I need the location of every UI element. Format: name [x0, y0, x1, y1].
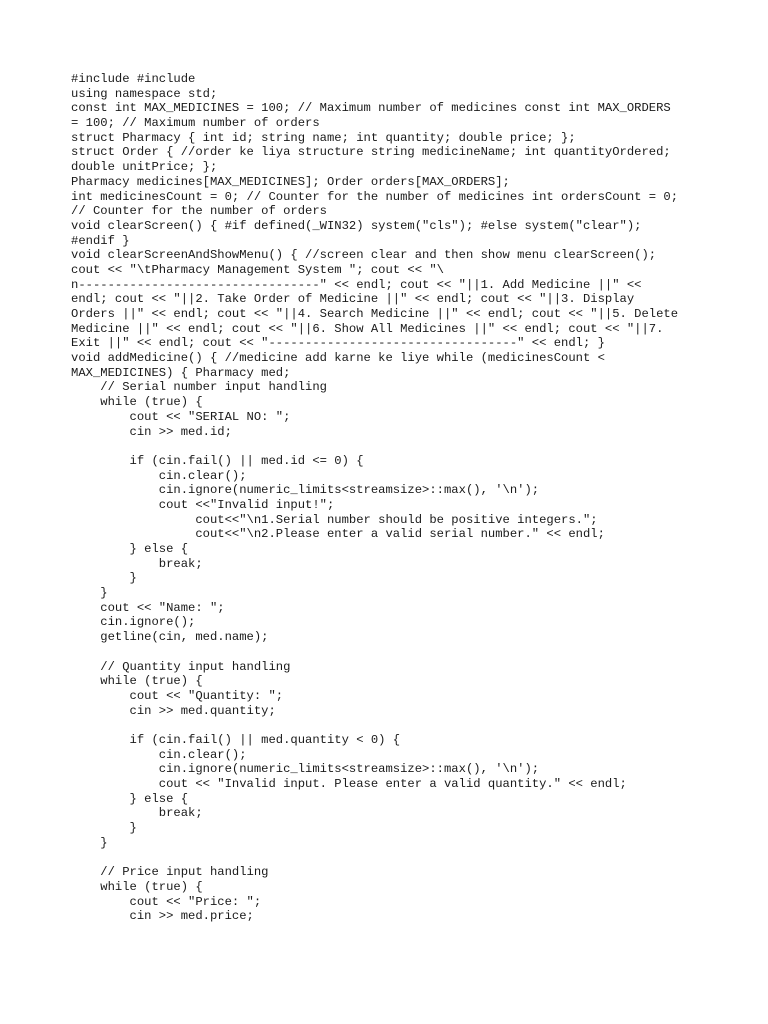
code-line: break; — [71, 556, 203, 571]
code-line: } — [71, 835, 108, 850]
code-line: n---------------------------------" << endl; cout << "||1. Add Medicine ||" << — [71, 277, 642, 292]
code-line: while (true) { — [71, 395, 203, 410]
code-line: #endif } — [71, 233, 130, 248]
code-line: // Price input handling — [71, 865, 269, 880]
code-line: cout <<"Invalid input!"; — [71, 497, 335, 512]
code-line: while (true) { — [71, 674, 203, 689]
code-line: // Serial number input handling — [71, 380, 327, 395]
code-line: } — [71, 586, 108, 601]
code-line: cin.clear(); — [71, 468, 247, 483]
code-line: } — [71, 821, 137, 836]
code-line: cout << "\tPharmacy Management System "; cout << "\ — [71, 262, 444, 277]
code-line: Orders ||" << endl; cout << "||4. Search Medicine ||" << endl; cout << "||5. Delete — [71, 307, 679, 321]
code-line: cout<<"\n2.Please enter a valid serial number." << endl; — [71, 527, 605, 542]
code-line: getline(cin, med.name); — [71, 630, 269, 645]
code-line: = 100; // Maximum number of orders — [71, 116, 320, 131]
code-line: } — [71, 571, 137, 586]
code-line: cout<<"\n1.Serial number should be positive integers."; — [71, 512, 598, 527]
code-line: while (true) { — [71, 879, 203, 894]
code-line: void clearScreenAndShowMenu() { //screen clear and then show menu clearScreen(); — [71, 248, 657, 263]
code-line: } else { — [71, 791, 189, 806]
code-line: MAX_MEDICINES) { Pharmacy med; — [71, 365, 291, 380]
code-line: Medicine ||" << endl; cout << "||6. Show All Medicines ||" << endl; cout << "||7. — [71, 321, 664, 336]
code-listing — [71, 72, 711, 924]
code-line: cin.ignore(numeric_limits<streamsize>::max(), '\n'); — [71, 483, 540, 498]
code-line: struct Order { //order ke liya structure string medicineName; int quantityOrdered; — [71, 145, 671, 160]
code-line: cout << "Quantity: "; — [71, 688, 284, 703]
code-line: cout << "SERIAL NO: "; — [71, 409, 291, 424]
code-line: } else { — [71, 542, 189, 556]
code-line: cin.ignore(); — [71, 615, 196, 630]
code-line — [71, 850, 711, 865]
code-line — [71, 645, 711, 660]
code-line: cout << "Price: "; — [71, 894, 262, 909]
code-line: using namespace std; — [71, 86, 218, 101]
code-line: break; — [71, 806, 203, 821]
code-line: cout << "Name: "; — [71, 600, 225, 615]
code-line: cin.clear(); — [71, 747, 247, 762]
code-line: const int MAX_MEDICINES = 100; // Maximum number of medicines const int MAX_ORDERS — [71, 101, 671, 116]
code-line: int medicinesCount = 0; // Counter for the number of medicines int ordersCount = 0; — [71, 189, 679, 204]
code-line: double unitPrice; }; — [71, 160, 218, 175]
code-line: endl; cout << "||2. Take Order of Medicine ||" << endl; cout << "||3. Display — [71, 292, 635, 307]
code-line: // Quantity input handling — [71, 659, 291, 674]
code-line: if (cin.fail() || med.id <= 0) { — [71, 453, 364, 468]
code-line: // Counter for the number of orders — [71, 204, 327, 219]
code-line: cin >> med.quantity; — [71, 703, 276, 718]
code-line: cin >> med.id; — [71, 424, 232, 439]
code-line: struct Pharmacy { int id; string name; int quantity; double price; }; — [71, 130, 576, 145]
code-line: void clearScreen() { #if defined(_WIN32) system("cls"); #else system("clear"); — [71, 218, 642, 233]
code-line: void addMedicine() { //medicine add karne ke liye while (medicinesCount < — [71, 351, 605, 366]
code-line: Pharmacy medicines[MAX_MEDICINES]; Order orders[MAX_ORDERS]; — [71, 174, 510, 189]
code-line: #include #include — [71, 72, 196, 86]
code-line: cin.ignore(numeric_limits<streamsize>::max(), '\n'); — [71, 762, 540, 777]
code-line — [71, 439, 711, 454]
code-line — [71, 718, 711, 733]
code-line: Exit ||" << endl; cout << "----------------------------------" << endl; } — [71, 336, 605, 351]
code-line: if (cin.fail() || med.quantity < 0) { — [71, 732, 401, 747]
code-line: cout << "Invalid input. Please enter a valid quantity." << endl; — [71, 777, 627, 791]
code-line: cin >> med.price; — [71, 909, 254, 924]
